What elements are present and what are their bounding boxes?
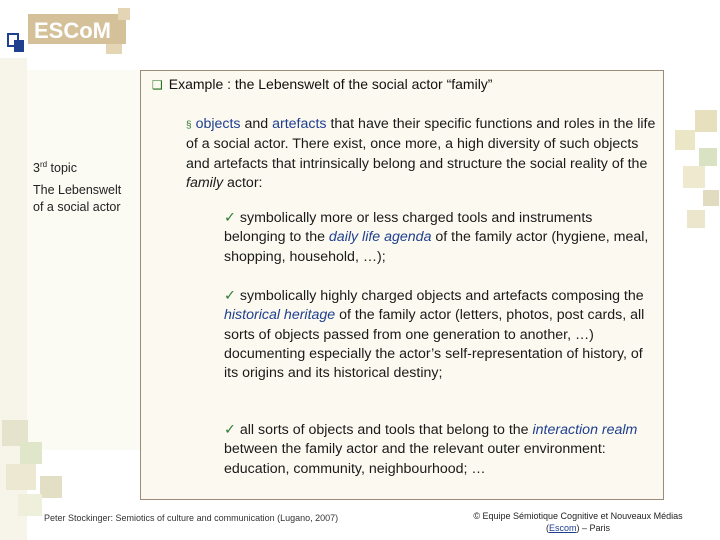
footer-copyright-line2 bbox=[438, 522, 718, 534]
list-item-text: symbolically more or less charged tools and instruments belonging to the bbox=[224, 210, 593, 246]
escom-link[interactable]: Escom bbox=[548, 523, 577, 533]
list-item-highlight: historical heritage bbox=[224, 307, 336, 324]
list-item-text-end: of the family actor (letters, photos, post cards, all sorts of objects passed from one generation to another, …) documenting especially the actor’s self-representation of history, of its origins and its historical destiny; bbox=[224, 307, 645, 382]
list-item-text: all sorts of objects and tools that belong to the bbox=[239, 422, 533, 438]
intro-body: that have their specific functions and roles in the life of a social actor. There exist, once more, a high diversity of such objects and artefacts that intrinsically belong and structure the social reality of the bbox=[186, 116, 656, 172]
logo-text: ESCoM bbox=[34, 18, 111, 43]
intro-and: and bbox=[240, 116, 273, 132]
footer-location: ) – Paris bbox=[576, 523, 611, 533]
checkmark-icon: ✓ bbox=[224, 210, 236, 226]
topic-number bbox=[33, 160, 133, 176]
square-bullet-icon: § bbox=[186, 120, 192, 131]
sidebar-panel bbox=[27, 70, 140, 450]
checkbox-bullet-icon: ❑ bbox=[152, 78, 163, 92]
list-item bbox=[224, 287, 652, 383]
topic-number-word: topic bbox=[47, 161, 77, 176]
footer-copyright-line: © Equipe Sémiotique Cognitive et Nouveaux Médias bbox=[473, 511, 683, 521]
topic-number-suffix: rd bbox=[39, 160, 48, 169]
decor-squares-right bbox=[665, 70, 720, 320]
list-item-text: symbolically highly charged objects and artefacts composing the bbox=[239, 288, 644, 304]
list-item-text-end: of the family actor (hygiene, meal, shopping, household, …); bbox=[224, 229, 649, 265]
footer-paren-open: ( bbox=[545, 523, 549, 533]
list-item-highlight: daily life agenda bbox=[328, 229, 432, 246]
checkmark-icon: ✓ bbox=[224, 288, 236, 304]
list-item bbox=[224, 209, 652, 267]
topic-block bbox=[33, 160, 133, 215]
footer-credit: Peter Stockinger: Semiotics of culture and communication (Lugano, 2007) bbox=[44, 513, 339, 523]
footer-copyright bbox=[438, 510, 718, 534]
intro-end: actor: bbox=[223, 174, 263, 191]
list-item bbox=[224, 421, 652, 479]
checkmark-icon: ✓ bbox=[224, 422, 236, 438]
escom-logo bbox=[6, 8, 130, 58]
topic-subtitle: The Lebenswelt of a social actor bbox=[33, 183, 122, 214]
intro-italic-family: family bbox=[186, 174, 224, 191]
list-item-text-end: between the family actor and the relevant outer environment: education, community, neighbourhood; … bbox=[224, 441, 606, 477]
intro-highlight-artefacts: artefacts bbox=[272, 116, 327, 132]
slide-title-text: Example : the Lebenswelt of the social actor “family” bbox=[168, 76, 493, 92]
slide-title bbox=[152, 76, 492, 92]
decor-squares-bottom-left bbox=[0, 420, 90, 520]
intro-highlight-objects: objects bbox=[195, 116, 241, 132]
intro-paragraph bbox=[186, 115, 656, 193]
topic-number-digit: 3 bbox=[33, 161, 40, 176]
list-item-highlight: interaction realm bbox=[532, 422, 638, 438]
